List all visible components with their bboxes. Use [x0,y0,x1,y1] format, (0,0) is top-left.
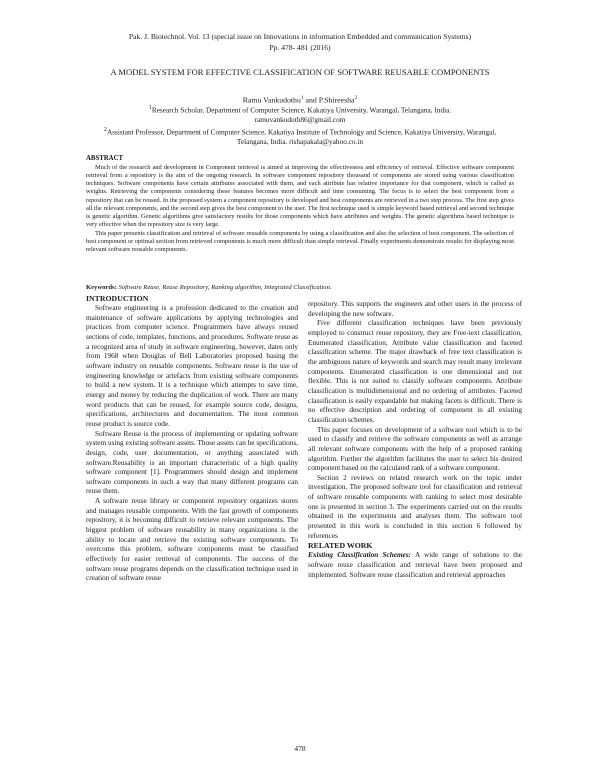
keywords-text: Software Reuse, Reuse Repository, Ranking algorithm, Integrated Classification. [118,284,332,291]
paper-title: A MODEL SYSTEM FOR EFFECTIVE CLASSIFICATION OF SOFTWARE REUSABLE COMPONENTS [110,67,490,77]
right-paragraph-2: Five different classification techniques have been previously employed to construct reuse repository, they are Free-text classification, Enumerated classification, Attribute value classification and faceted classification scheme. The major drawback of free text classification is the ambiguous nature of keywords and search may result many irrelevant components. Enumerated classification is one dimensional and not flexible. This is not suited to classify software components. Attribute classification is multidimensional and no ordering of attributes. Faceted classification is easily expandable but making facets is difficult. There is no effective description and ordering of component in all existing classification schemes. [308,319,522,424]
keywords-line: Keywords: Software Reuse, Reuse Repository, Ranking algorithm, Integrated Classification. [86,284,332,291]
affiliation-2 [90,126,510,147]
right-paragraph-1: repository. This supports the engineers and other users in the process of developing the new software. [308,300,522,318]
journal-header [40,31,560,53]
keywords-label: Keywords [86,284,115,291]
affiliation-1-mark: 1 [148,105,152,111]
related-work-heading: RELATED WORK [308,541,373,551]
affiliation-2-text: Assistant Professor, Department of Computer Science, Kakatiya Institute of Technology and Science, Kakatiya University, Warangal, Telangana, India. rishapakala@yahoo.co.in [106,127,497,147]
existing-schemes-label: Existing Classification Schemes: [308,551,412,560]
introduction-heading: INTRODUCTION [86,294,149,303]
existing-schemes-paragraph [308,551,522,580]
abstract-heading: ABSTRACT [86,155,124,162]
intro-paragraph-1: Software engineering is a profession dedicated to the creation and maintenance of software applications by applying technologies and practices from computer science. Programmers have always reused sections of code, templates, functions, and procedures. Software reuse as a recognized area of study in software engineering, however, dates only from 1968 when Douglas of Bell Laboratories proposed basing the software industry on reusable components. Software reuse is the use of engineering knowledge or artefacts from existing software components to build a new system. It is a technique which attempts to save time, energy and money by reducing the duplication of work. There are many word products that can be reused, for example source code, designs, specifications, architectures and documentation. The most common reuse product is source code. [86,304,298,428]
abstract-paragraph-2: This paper presents classification and retrieval of software reusable components by using a classification and also the selection of best component. The selection of best component or optimal section from retrieved components is much more difficult than simple retrieval. Finally experiments demonstrate results for displaying most relevant software reusable components. [86,229,514,253]
left-column [86,294,298,584]
affiliation-1-text: Research Scholar, Department of Computer Science, Kakatiya University, Warangal, Telangana, India. [151,105,452,115]
abstract-section [86,155,514,254]
right-paragraph-3: This paper focuses on development of a software tool which is to be used to classify and retrieve the software components as well as arrange all relevant software components with the help of a proposed ranking algorithm. Further the algorithm facilitates the user to select his desired component based on the calculated rank of a software component. [308,425,522,473]
journal-line-2: Pp. 478- 481 (2016) [269,43,331,52]
right-paragraph-4: Section 2 reviews on related research work on the topic under investigation. The proposed software tool for classification and retrieval of software reusable components with ranking to select most desirable one is presented in section 3. The experiments carried out on the results obtained in the experiments and analyses them. The software tool presented in this work is concluded in this section 6 followed by references [308,473,522,540]
affiliation-2-mark: 2 [103,127,107,133]
page-number: 478 [294,744,306,753]
intro-paragraph-2: Software Reuse is the process of implementing or updating software system using existing software assets. Those assets can be specifications, design, code, user documentation, or anything associated with software.Reusability is an important characteristic of a high quality software component [1]. Programmers should design and implement software components in such a way that many different programs can reuse them. [86,429,298,496]
affiliation-1-email: ramuvankudoth86@gmail.com [254,115,346,125]
existing-schemes-text: A wide range of solutions to the software reuse classification and retrieval have been proposed and implemented. Software reuse classification and retrieval approaches [308,551,522,579]
abstract-paragraph-1: Much of the research and development in Component retrieval is aimed at improving the effectiveness and efficiency of retrieval. Effective software component retrieval from a repository is the aim of the ongoing research. In software component repository thousand of components are stored using various classification techniques. Software components have certain attributes associated with them, and each attribute has relative importance for that component, which is called as weights. Retrieving the components considering these features becomes more difficult and time consuming. The focus is to select the best component from a repository that can be reused. In the proposed system a component repository is developed and best components are retrieved in a two step process. The first step gives all the relevant components, and the second step gives the best component to the user. The first technique used is simple keyword based retrieval and second technique is genetic algorithm. Genetic algorithms give satisfactory results for those components which have attributes and weights. The genetic algorithms based technique is very effective when the repository size is very large. [86,163,514,229]
author-1: Ramu Vankudothu [242,95,301,105]
journal-line-1: Pak. J. Biotechnol. Vol. 13 (special issue on Innovations in information Embedded and communication Systems) [128,32,472,41]
author-1-mark: 1 [300,95,304,101]
author-2-mark: 2 [354,95,358,101]
intro-paragraph-3: A software reuse library or component repository organizes stores and manages reusable components. With the fast growth of components repository, it is becoming difficult to retrieve relevant components. The biggest problem of software reusability in many organizations is the ability to locate and retrieve the existing software components. To overcome this problem, software components must be classified effectively for easier retrieval of components. The success of the software reuse programs depends on the classification technique used in creation of software reuse [86,497,298,583]
right-column [308,300,522,580]
affiliation-1 [90,104,510,125]
author-separator: and [303,95,319,105]
author-2: P.Shireesha [318,95,355,105]
